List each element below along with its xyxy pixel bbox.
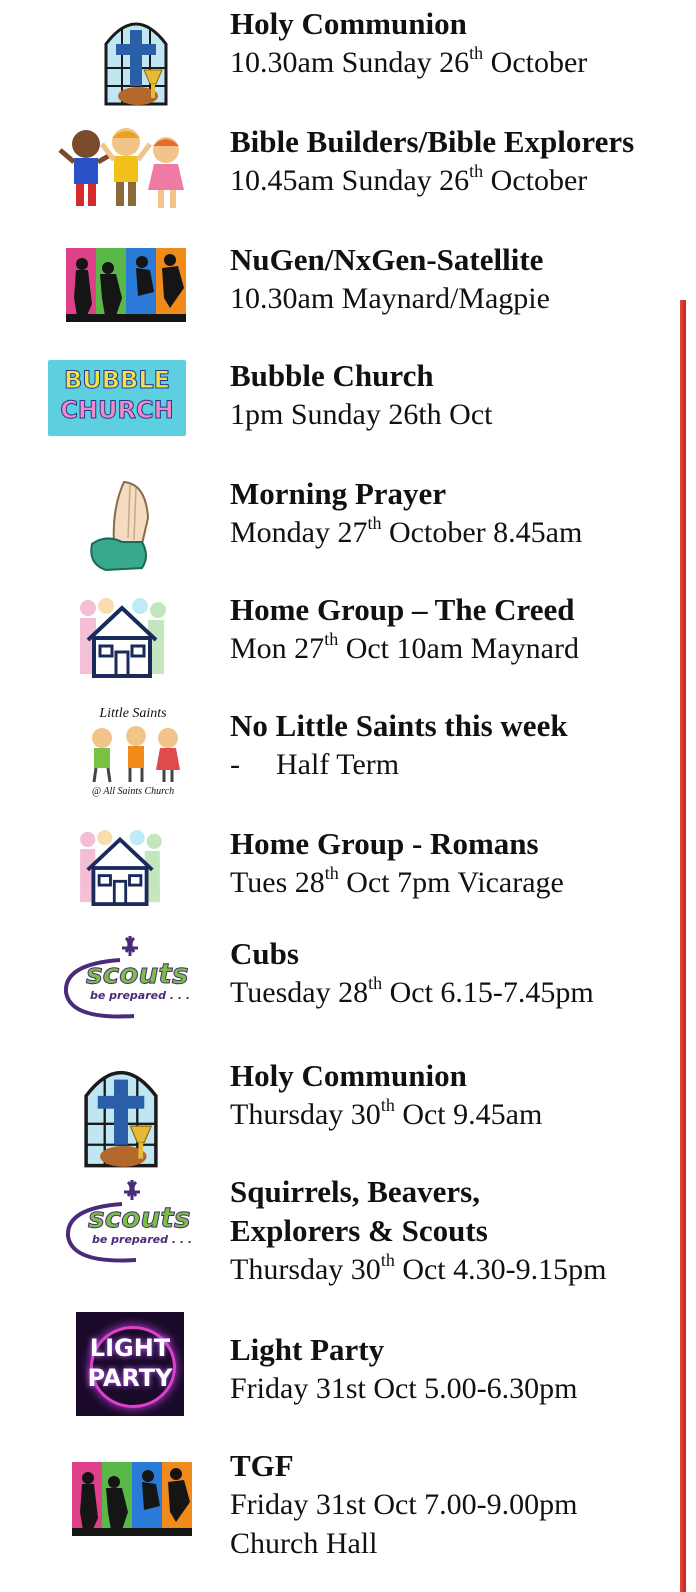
house-icon bbox=[78, 830, 162, 906]
event-title: Home Group - Romans bbox=[230, 826, 539, 861]
little-saints-logo bbox=[76, 706, 190, 802]
light-party-logo bbox=[76, 1312, 184, 1416]
event-title: Light Party bbox=[230, 1332, 385, 1367]
event-title: Bible Builders/Bible Explorers bbox=[230, 124, 635, 159]
scouts-logo bbox=[62, 1178, 208, 1266]
event-title: Bubble Church bbox=[230, 358, 434, 393]
scouts-tagline: be prepared . . . bbox=[92, 1233, 193, 1246]
event-time: Tuesday 28th Oct 6.15-7.45pm bbox=[230, 973, 594, 1009]
children-icon bbox=[58, 124, 190, 216]
event-time: Thursday 30th Oct 4.30-9.15pm bbox=[230, 1250, 607, 1286]
youth-silhouettes-icon bbox=[66, 248, 186, 322]
little-saints-logo-top: Little Saints bbox=[99, 706, 167, 721]
stained-glass-communion-icon bbox=[78, 1054, 164, 1168]
light-party-logo-bottom: PARTY bbox=[87, 1364, 173, 1392]
event-time: 1pm Sunday 26th Oct bbox=[230, 398, 493, 431]
bubble-church-logo bbox=[48, 360, 186, 436]
event-title: NuGen/NxGen-Satellite bbox=[230, 242, 544, 277]
praying-hands-icon bbox=[84, 478, 160, 572]
scouts-wordmark: scouts bbox=[88, 1201, 191, 1234]
house-icon bbox=[78, 598, 166, 678]
event-time: 10.30am Maynard/Magpie bbox=[230, 282, 550, 315]
event-title: Home Group – The Creed bbox=[230, 592, 575, 627]
event-title: Squirrels, Beavers, bbox=[230, 1174, 480, 1209]
event-title: TGF bbox=[230, 1448, 294, 1483]
red-margin-line bbox=[680, 300, 686, 1592]
scouts-logo bbox=[60, 934, 206, 1022]
event-time: Tues 28th Oct 7pm Vicarage bbox=[230, 863, 564, 899]
little-saints-logo-bottom: @ All Saints Church bbox=[91, 786, 175, 797]
event-location: Church Hall bbox=[230, 1527, 378, 1560]
event-time: Friday 31st Oct 5.00-6.30pm bbox=[230, 1372, 578, 1405]
event-note: - Half Term bbox=[230, 748, 400, 781]
event-title: Morning Prayer bbox=[230, 476, 447, 511]
event-time: Friday 31st Oct 7.00-9.00pm bbox=[230, 1488, 578, 1521]
stained-glass-communion-icon bbox=[100, 8, 172, 106]
event-time: Thursday 30th Oct 9.45am bbox=[230, 1095, 543, 1131]
bubble-logo-bottom: CHURCH bbox=[60, 396, 174, 424]
event-title: Holy Communion bbox=[230, 6, 467, 41]
event-title: Cubs bbox=[230, 936, 299, 971]
event-time: 10.30am Sunday 26th October bbox=[230, 43, 588, 79]
youth-silhouettes-icon bbox=[72, 1462, 192, 1536]
light-party-logo-top: LIGHT bbox=[89, 1334, 171, 1362]
event-time: Monday 27th October 8.45am bbox=[230, 513, 583, 549]
event-title: No Little Saints this week bbox=[230, 708, 568, 743]
bubble-logo-top: BUBBLE bbox=[63, 366, 171, 394]
event-time: Mon 27th Oct 10am Maynard bbox=[230, 629, 579, 665]
scouts-tagline: be prepared . . . bbox=[90, 989, 191, 1002]
event-time: 10.45am Sunday 26th October bbox=[230, 161, 588, 197]
event-title-line2: Explorers & Scouts bbox=[230, 1213, 488, 1248]
event-title: Holy Communion bbox=[230, 1058, 467, 1093]
scouts-wordmark: scouts bbox=[86, 957, 189, 990]
